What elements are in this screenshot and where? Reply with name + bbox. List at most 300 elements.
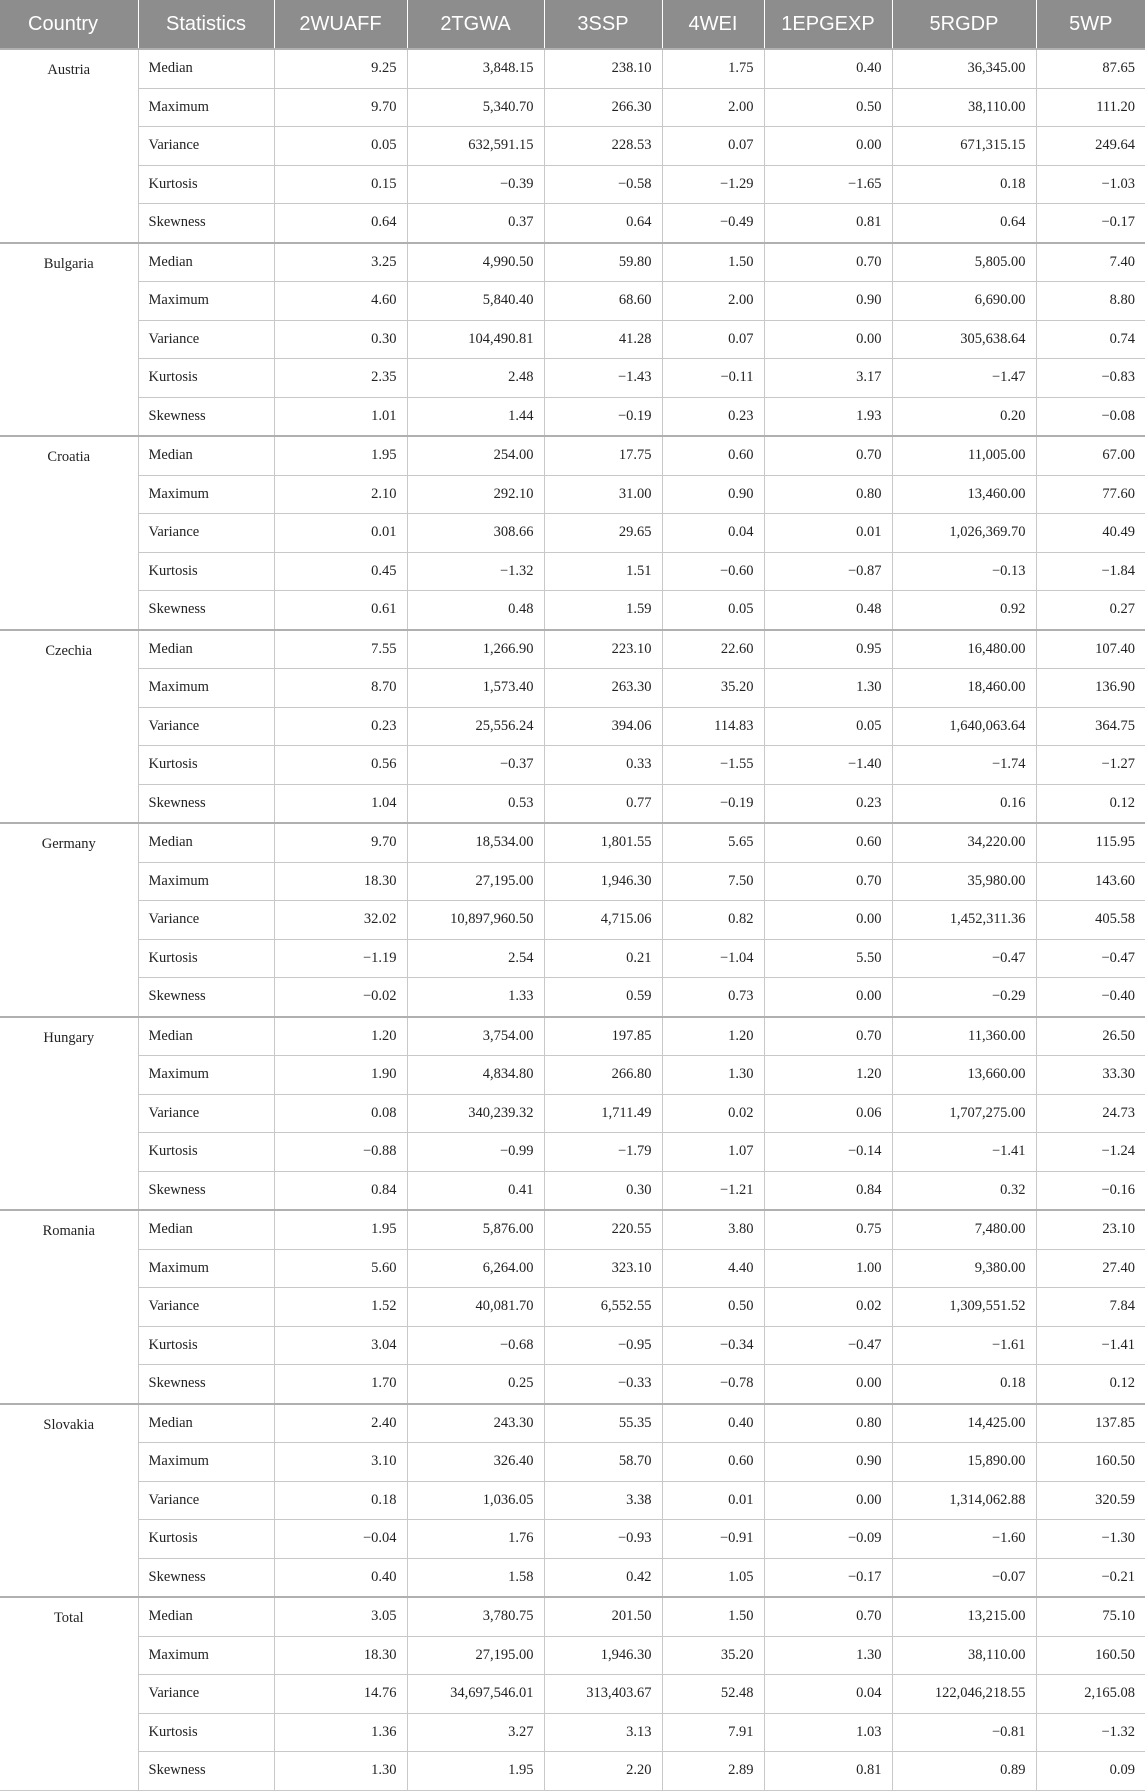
- value-cell: −0.29: [892, 978, 1036, 1017]
- value-cell: −0.19: [544, 397, 662, 436]
- value-cell: 1.36: [274, 1713, 407, 1752]
- value-cell: 0.37: [407, 204, 544, 243]
- table-row: [0, 88, 1145, 127]
- value-cell: 0.60: [662, 1443, 764, 1482]
- value-cell: 1.70: [274, 1365, 407, 1404]
- value-cell: 136.90: [1036, 669, 1145, 708]
- statistic-label-cell: Skewness: [138, 1558, 274, 1597]
- value-cell: 0.32: [892, 1171, 1036, 1210]
- value-cell: 115.95: [1036, 823, 1145, 862]
- value-cell: 87.65: [1036, 49, 1145, 88]
- value-cell: 0.18: [892, 1365, 1036, 1404]
- header-4wei: 4WEI: [662, 0, 764, 49]
- value-cell: 1.50: [662, 243, 764, 282]
- statistic-label-cell: Maximum: [138, 475, 274, 514]
- value-cell: 52.48: [662, 1675, 764, 1714]
- value-cell: 4,715.06: [544, 901, 662, 940]
- value-cell: 40.49: [1036, 514, 1145, 553]
- value-cell: 0.23: [764, 784, 892, 823]
- value-cell: −1.19: [274, 939, 407, 978]
- value-cell: −0.58: [544, 165, 662, 204]
- value-cell: −1.41: [892, 1133, 1036, 1172]
- value-cell: 1.58: [407, 1558, 544, 1597]
- value-cell: 0.16: [892, 784, 1036, 823]
- value-cell: 5.65: [662, 823, 764, 862]
- value-cell: 0.92: [892, 591, 1036, 630]
- value-cell: 137.85: [1036, 1404, 1145, 1443]
- statistic-label-cell: Skewness: [138, 397, 274, 436]
- value-cell: 0.08: [274, 1094, 407, 1133]
- statistic-label-cell: Variance: [138, 1094, 274, 1133]
- value-cell: −1.79: [544, 1133, 662, 1172]
- table-row: [0, 823, 1145, 862]
- value-cell: 0.64: [544, 204, 662, 243]
- statistic-label-cell: Variance: [138, 1481, 274, 1520]
- value-cell: 0.56: [274, 746, 407, 785]
- value-cell: 3,780.75: [407, 1597, 544, 1636]
- table-row: [0, 165, 1145, 204]
- value-cell: 2.54: [407, 939, 544, 978]
- value-cell: 0.70: [764, 862, 892, 901]
- value-cell: −0.99: [407, 1133, 544, 1172]
- value-cell: 0.48: [407, 591, 544, 630]
- value-cell: 220.55: [544, 1210, 662, 1249]
- table-row: [0, 784, 1145, 823]
- value-cell: 0.30: [544, 1171, 662, 1210]
- statistic-label-cell: Median: [138, 1210, 274, 1249]
- value-cell: 6,690.00: [892, 282, 1036, 321]
- value-cell: 26.50: [1036, 1017, 1145, 1056]
- value-cell: 0.80: [764, 475, 892, 514]
- value-cell: 3,848.15: [407, 49, 544, 88]
- value-cell: −0.11: [662, 359, 764, 398]
- value-cell: 3.05: [274, 1597, 407, 1636]
- statistic-label-cell: Kurtosis: [138, 1133, 274, 1172]
- value-cell: −1.03: [1036, 165, 1145, 204]
- table-row: [0, 1675, 1145, 1714]
- value-cell: 5,340.70: [407, 88, 544, 127]
- value-cell: −1.61: [892, 1326, 1036, 1365]
- value-cell: 0.70: [764, 243, 892, 282]
- value-cell: 1,801.55: [544, 823, 662, 862]
- statistic-label-cell: Variance: [138, 1288, 274, 1327]
- value-cell: 0.48: [764, 591, 892, 630]
- table-row: [0, 243, 1145, 282]
- value-cell: 68.60: [544, 282, 662, 321]
- statistic-label-cell: Maximum: [138, 1056, 274, 1095]
- value-cell: 7.40: [1036, 243, 1145, 282]
- table-row: [0, 1210, 1145, 1249]
- table-row: [0, 1752, 1145, 1791]
- value-cell: 0.45: [274, 552, 407, 591]
- table-row: [0, 1443, 1145, 1482]
- value-cell: −1.65: [764, 165, 892, 204]
- value-cell: 263.30: [544, 669, 662, 708]
- table-row: [0, 862, 1145, 901]
- value-cell: 0.82: [662, 901, 764, 940]
- value-cell: −0.88: [274, 1133, 407, 1172]
- table-header: [0, 0, 1145, 49]
- statistic-label-cell: Maximum: [138, 282, 274, 321]
- value-cell: 0.04: [764, 1675, 892, 1714]
- value-cell: −0.78: [662, 1365, 764, 1404]
- value-cell: −0.02: [274, 978, 407, 1017]
- value-cell: 13,660.00: [892, 1056, 1036, 1095]
- statistic-label-cell: Variance: [138, 901, 274, 940]
- value-cell: 0.01: [274, 514, 407, 553]
- value-cell: 1,026,369.70: [892, 514, 1036, 553]
- table-row: [0, 204, 1145, 243]
- value-cell: 1,573.40: [407, 669, 544, 708]
- table-row: [0, 359, 1145, 398]
- value-cell: 4.40: [662, 1249, 764, 1288]
- value-cell: 1.30: [764, 1636, 892, 1675]
- value-cell: 36,345.00: [892, 49, 1036, 88]
- value-cell: 0.20: [892, 397, 1036, 436]
- table-row: [0, 746, 1145, 785]
- value-cell: 111.20: [1036, 88, 1145, 127]
- value-cell: 0.05: [764, 707, 892, 746]
- value-cell: 3.17: [764, 359, 892, 398]
- table-row: [0, 901, 1145, 940]
- value-cell: 67.00: [1036, 436, 1145, 475]
- value-cell: 0.15: [274, 165, 407, 204]
- value-cell: 2.20: [544, 1752, 662, 1791]
- value-cell: 249.64: [1036, 127, 1145, 166]
- value-cell: 11,360.00: [892, 1017, 1036, 1056]
- value-cell: 41.28: [544, 320, 662, 359]
- value-cell: 18.30: [274, 1636, 407, 1675]
- value-cell: 5,840.40: [407, 282, 544, 321]
- value-cell: 197.85: [544, 1017, 662, 1056]
- value-cell: 5.60: [274, 1249, 407, 1288]
- statistic-label-cell: Skewness: [138, 978, 274, 1017]
- value-cell: 0.02: [662, 1094, 764, 1133]
- value-cell: 1.30: [274, 1752, 407, 1791]
- value-cell: 34,220.00: [892, 823, 1036, 862]
- value-cell: 75.10: [1036, 1597, 1145, 1636]
- value-cell: 27.40: [1036, 1249, 1145, 1288]
- value-cell: 1.07: [662, 1133, 764, 1172]
- value-cell: 29.65: [544, 514, 662, 553]
- value-cell: 35.20: [662, 669, 764, 708]
- value-cell: −1.43: [544, 359, 662, 398]
- table-row: [0, 1017, 1145, 1056]
- value-cell: 0.01: [764, 514, 892, 553]
- value-cell: 0.64: [892, 204, 1036, 243]
- country-cell: Hungary: [0, 1017, 138, 1211]
- value-cell: 3.04: [274, 1326, 407, 1365]
- value-cell: 1.01: [274, 397, 407, 436]
- value-cell: 9.70: [274, 823, 407, 862]
- country-cell: Total: [0, 1597, 138, 1790]
- value-cell: 33.30: [1036, 1056, 1145, 1095]
- value-cell: −0.47: [892, 939, 1036, 978]
- value-cell: 308.66: [407, 514, 544, 553]
- value-cell: 405.58: [1036, 901, 1145, 940]
- value-cell: 3.10: [274, 1443, 407, 1482]
- value-cell: 0.59: [544, 978, 662, 1017]
- value-cell: 0.53: [407, 784, 544, 823]
- value-cell: 228.53: [544, 127, 662, 166]
- value-cell: 1.33: [407, 978, 544, 1017]
- header-3ssp: 3SSP: [544, 0, 662, 49]
- table-row: [0, 436, 1145, 475]
- value-cell: −0.17: [764, 1558, 892, 1597]
- value-cell: 0.64: [274, 204, 407, 243]
- value-cell: 0.61: [274, 591, 407, 630]
- value-cell: 292.10: [407, 475, 544, 514]
- value-cell: −0.08: [1036, 397, 1145, 436]
- value-cell: 1.05: [662, 1558, 764, 1597]
- value-cell: −0.17: [1036, 204, 1145, 243]
- value-cell: 16,480.00: [892, 630, 1036, 669]
- value-cell: 0.90: [764, 1443, 892, 1482]
- value-cell: 0.21: [544, 939, 662, 978]
- value-cell: 3.80: [662, 1210, 764, 1249]
- value-cell: 1.93: [764, 397, 892, 436]
- value-cell: −0.40: [1036, 978, 1145, 1017]
- statistic-label-cell: Kurtosis: [138, 1713, 274, 1752]
- value-cell: 5,876.00: [407, 1210, 544, 1249]
- value-cell: 2.89: [662, 1752, 764, 1791]
- statistic-label-cell: Skewness: [138, 1171, 274, 1210]
- value-cell: 0.60: [662, 436, 764, 475]
- country-cell: Czechia: [0, 630, 138, 824]
- value-cell: 5,805.00: [892, 243, 1036, 282]
- value-cell: −1.24: [1036, 1133, 1145, 1172]
- value-cell: 27,195.00: [407, 1636, 544, 1675]
- table-row: [0, 282, 1145, 321]
- value-cell: 9.25: [274, 49, 407, 88]
- value-cell: 1,309,551.52: [892, 1288, 1036, 1327]
- value-cell: 1.95: [274, 1210, 407, 1249]
- value-cell: 7,480.00: [892, 1210, 1036, 1249]
- value-cell: 0.12: [1036, 1365, 1145, 1404]
- value-cell: 0.50: [764, 88, 892, 127]
- table-row: [0, 49, 1145, 88]
- value-cell: 0.09: [1036, 1752, 1145, 1791]
- value-cell: 1,266.90: [407, 630, 544, 669]
- value-cell: 0.75: [764, 1210, 892, 1249]
- value-cell: 58.70: [544, 1443, 662, 1482]
- value-cell: 35.20: [662, 1636, 764, 1675]
- table-row: [0, 939, 1145, 978]
- value-cell: 0.41: [407, 1171, 544, 1210]
- value-cell: 1.59: [544, 591, 662, 630]
- statistic-label-cell: Median: [138, 436, 274, 475]
- value-cell: 201.50: [544, 1597, 662, 1636]
- statistic-label-cell: Skewness: [138, 1752, 274, 1791]
- value-cell: 0.90: [662, 475, 764, 514]
- value-cell: −0.47: [764, 1326, 892, 1365]
- value-cell: 18,534.00: [407, 823, 544, 862]
- value-cell: 1,707,275.00: [892, 1094, 1036, 1133]
- value-cell: 104,490.81: [407, 320, 544, 359]
- value-cell: 0.74: [1036, 320, 1145, 359]
- country-cell: Austria: [0, 49, 138, 243]
- value-cell: 1.04: [274, 784, 407, 823]
- table-row: [0, 1171, 1145, 1210]
- value-cell: 320.59: [1036, 1481, 1145, 1520]
- statistic-label-cell: Maximum: [138, 669, 274, 708]
- value-cell: 9,380.00: [892, 1249, 1036, 1288]
- value-cell: 0.50: [662, 1288, 764, 1327]
- value-cell: 17.75: [544, 436, 662, 475]
- value-cell: 4,834.80: [407, 1056, 544, 1095]
- value-cell: 0.00: [764, 1481, 892, 1520]
- table-row: [0, 127, 1145, 166]
- value-cell: 23.10: [1036, 1210, 1145, 1249]
- header-row: [0, 0, 1145, 49]
- value-cell: −0.81: [892, 1713, 1036, 1752]
- value-cell: 3,754.00: [407, 1017, 544, 1056]
- table-row: [0, 320, 1145, 359]
- value-cell: −0.04: [274, 1520, 407, 1559]
- value-cell: −0.39: [407, 165, 544, 204]
- value-cell: −1.21: [662, 1171, 764, 1210]
- value-cell: 1.20: [274, 1017, 407, 1056]
- value-cell: 2.10: [274, 475, 407, 514]
- value-cell: 0.12: [1036, 784, 1145, 823]
- table-row: [0, 1249, 1145, 1288]
- value-cell: 27,195.00: [407, 862, 544, 901]
- value-cell: 1.90: [274, 1056, 407, 1095]
- value-cell: 0.70: [764, 1017, 892, 1056]
- value-cell: 160.50: [1036, 1443, 1145, 1482]
- value-cell: 3.25: [274, 243, 407, 282]
- value-cell: 0.84: [764, 1171, 892, 1210]
- value-cell: 11,005.00: [892, 436, 1036, 475]
- table-row: [0, 978, 1145, 1017]
- value-cell: 1.95: [274, 436, 407, 475]
- value-cell: −1.74: [892, 746, 1036, 785]
- value-cell: 1.51: [544, 552, 662, 591]
- value-cell: 38,110.00: [892, 1636, 1036, 1675]
- value-cell: −0.16: [1036, 1171, 1145, 1210]
- value-cell: 0.00: [764, 1365, 892, 1404]
- value-cell: 24.73: [1036, 1094, 1145, 1133]
- value-cell: 1.30: [764, 669, 892, 708]
- value-cell: 14,425.00: [892, 1404, 1036, 1443]
- table-row: [0, 1056, 1145, 1095]
- value-cell: −0.14: [764, 1133, 892, 1172]
- table-row: [0, 514, 1145, 553]
- header-2tgwa: 2TGWA: [407, 0, 544, 49]
- value-cell: 3.13: [544, 1713, 662, 1752]
- table-row: [0, 707, 1145, 746]
- value-cell: 0.18: [274, 1481, 407, 1520]
- statistic-label-cell: Maximum: [138, 88, 274, 127]
- value-cell: 0.77: [544, 784, 662, 823]
- value-cell: −0.49: [662, 204, 764, 243]
- statistic-label-cell: Maximum: [138, 862, 274, 901]
- country-cell: Croatia: [0, 436, 138, 630]
- statistic-label-cell: Kurtosis: [138, 552, 274, 591]
- value-cell: −0.13: [892, 552, 1036, 591]
- value-cell: 1,314,062.88: [892, 1481, 1036, 1520]
- value-cell: 0.40: [764, 49, 892, 88]
- statistic-label-cell: Kurtosis: [138, 359, 274, 398]
- value-cell: 0.02: [764, 1288, 892, 1327]
- value-cell: −0.19: [662, 784, 764, 823]
- value-cell: 7.50: [662, 862, 764, 901]
- value-cell: −0.33: [544, 1365, 662, 1404]
- statistic-label-cell: Variance: [138, 127, 274, 166]
- value-cell: 2,165.08: [1036, 1675, 1145, 1714]
- statistic-label-cell: Median: [138, 823, 274, 862]
- header-statistics: Statistics: [138, 0, 274, 49]
- value-cell: 243.30: [407, 1404, 544, 1443]
- value-cell: 0.33: [544, 746, 662, 785]
- value-cell: −0.91: [662, 1520, 764, 1559]
- value-cell: 1.20: [764, 1056, 892, 1095]
- statistic-label-cell: Variance: [138, 1675, 274, 1714]
- value-cell: −1.32: [1036, 1713, 1145, 1752]
- table-row: [0, 1133, 1145, 1172]
- value-cell: 1.76: [407, 1520, 544, 1559]
- table-row: [0, 475, 1145, 514]
- value-cell: 59.80: [544, 243, 662, 282]
- value-cell: 143.60: [1036, 862, 1145, 901]
- value-cell: 313,403.67: [544, 1675, 662, 1714]
- value-cell: 6,552.55: [544, 1288, 662, 1327]
- value-cell: 671,315.15: [892, 127, 1036, 166]
- value-cell: 1.95: [407, 1752, 544, 1791]
- value-cell: 340,239.32: [407, 1094, 544, 1133]
- value-cell: 0.81: [764, 204, 892, 243]
- value-cell: 266.80: [544, 1056, 662, 1095]
- value-cell: 34,697,546.01: [407, 1675, 544, 1714]
- value-cell: 114.83: [662, 707, 764, 746]
- value-cell: 0.25: [407, 1365, 544, 1404]
- value-cell: 238.10: [544, 49, 662, 88]
- value-cell: 0.84: [274, 1171, 407, 1210]
- table-row: [0, 1288, 1145, 1327]
- value-cell: 160.50: [1036, 1636, 1145, 1675]
- header-5rgdp: 5RGDP: [892, 0, 1036, 49]
- value-cell: 122,046,218.55: [892, 1675, 1036, 1714]
- value-cell: 266.30: [544, 88, 662, 127]
- value-cell: 3.38: [544, 1481, 662, 1520]
- value-cell: 13,215.00: [892, 1597, 1036, 1636]
- table-row: [0, 591, 1145, 630]
- value-cell: −0.68: [407, 1326, 544, 1365]
- value-cell: 8.80: [1036, 282, 1145, 321]
- statistic-label-cell: Maximum: [138, 1443, 274, 1482]
- value-cell: −1.41: [1036, 1326, 1145, 1365]
- statistic-label-cell: Skewness: [138, 204, 274, 243]
- header-1epgexp: 1EPGEXP: [764, 0, 892, 49]
- value-cell: 0.00: [764, 320, 892, 359]
- value-cell: 1.20: [662, 1017, 764, 1056]
- value-cell: 0.01: [662, 1481, 764, 1520]
- value-cell: 0.04: [662, 514, 764, 553]
- value-cell: 0.70: [764, 436, 892, 475]
- table-row: [0, 1404, 1145, 1443]
- statistic-label-cell: Maximum: [138, 1249, 274, 1288]
- value-cell: 1,452,311.36: [892, 901, 1036, 940]
- header-2wuaff: 2WUAFF: [274, 0, 407, 49]
- value-cell: 1,946.30: [544, 862, 662, 901]
- value-cell: 55.35: [544, 1404, 662, 1443]
- header-country: Country: [0, 0, 138, 49]
- value-cell: 0.95: [764, 630, 892, 669]
- value-cell: 0.00: [764, 978, 892, 1017]
- statistic-label-cell: Skewness: [138, 784, 274, 823]
- table-row: [0, 1365, 1145, 1404]
- value-cell: −1.40: [764, 746, 892, 785]
